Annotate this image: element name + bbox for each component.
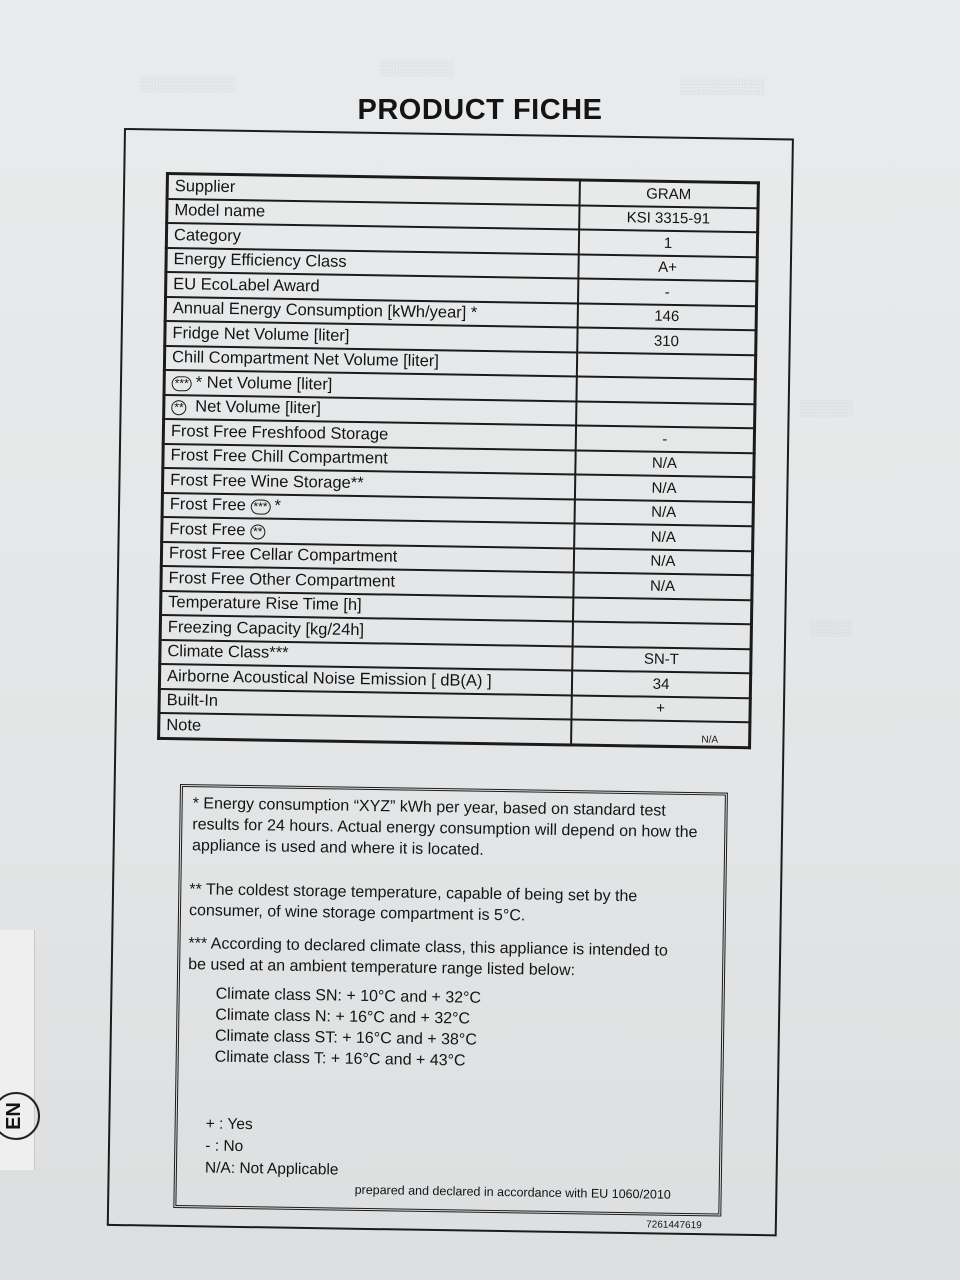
spec-label: Model name: [174, 201, 266, 221]
climate-class-item: Climate class N: + 16°C and + 32°C: [215, 1006, 471, 1028]
spec-label: Frost Free Freshfood Storage: [170, 421, 389, 444]
spec-value: +: [571, 695, 750, 722]
spec-value: N/A: [571, 719, 750, 747]
spec-table: [157, 172, 760, 749]
spec-label: Net Volume [liter]: [206, 373, 333, 394]
spec-value: [573, 597, 752, 624]
spec-value: [577, 352, 756, 379]
spec-label: Temperature Rise Time [h]: [168, 593, 362, 615]
show-through-text: ░░░░░░░░░: [140, 76, 236, 93]
freezer-star-symbol: **: [171, 400, 187, 415]
spec-value: 146: [578, 303, 757, 330]
page-title: PRODUCT FICHE: [357, 94, 603, 126]
climate-class-item: Climate class ST: + 16°C and + 38°C: [214, 1027, 477, 1049]
spec-label: EU EcoLabel Award: [173, 274, 320, 296]
spec-label: Category: [173, 225, 242, 245]
spec-label: Supplier: [174, 176, 236, 196]
climate-class-item: Climate class SN: + 10°C and + 32°C: [215, 985, 482, 1007]
climate-class-item: Climate class T: + 16°C and + 43°C: [214, 1048, 466, 1070]
spec-value: N/A: [575, 499, 754, 526]
spec-value: GRAM: [580, 180, 759, 208]
spec-value: [576, 376, 755, 403]
spec-value: -: [578, 278, 757, 305]
spec-label: Climate Class***: [167, 642, 289, 663]
spec-label: Airborne Acoustical Noise Emission [ dB(A) ]: [166, 666, 492, 690]
note-wine: ** The coldest storage temperature, capable of being set by the consumer, of wine storage compartment is 5°C.: [188, 881, 638, 925]
spec-label: Energy Efficiency Class: [173, 250, 347, 272]
legend-not-applicable: N/A: Not Applicable: [204, 1159, 339, 1179]
spec-value: 1: [579, 229, 758, 256]
symbol-legend: [205, 1113, 340, 1181]
spec-value: N/A: [575, 450, 754, 477]
spec-label: Freezing Capacity [kg/24h]: [167, 617, 365, 639]
spec-value: [576, 401, 755, 428]
spec-label: Frost Free: [169, 519, 246, 540]
spec-label: Frost Free Chill Compartment: [170, 446, 388, 468]
freezer-star-symbol: **: [250, 524, 266, 539]
legend-no: - : No: [205, 1137, 244, 1156]
spec-value: SN-T: [572, 646, 751, 673]
spec-value: N/A: [574, 548, 753, 575]
spec-label: Note: [166, 715, 202, 735]
climate-class-list: [215, 984, 482, 1072]
spec-label: Frost Free Other Compartment: [168, 568, 396, 591]
freezer-star-symbol: ***: [172, 376, 192, 391]
spec-value: -: [576, 425, 755, 452]
spec-label: Net Volume [liter]: [195, 397, 322, 418]
spec-label: Frost Free Wine Storage**: [170, 470, 364, 492]
spec-label: Frost Free Cellar Compartment: [168, 544, 398, 566]
show-through-text: ░░░░░░░░: [680, 78, 766, 95]
spec-value: KSI 3315-91: [579, 205, 758, 232]
freezer-star-symbol: ***: [250, 500, 270, 515]
spec-value: [573, 621, 752, 648]
language-badge: EN: [0, 1092, 40, 1140]
note-climate-intro: *** According to declared climate class, this appliance is intended to be used at an ambient temperature range listed below:: [188, 935, 668, 980]
note-energy: * Energy consumption “XYZ” kWh per year, based on standard test results for 24 hours. Actual energy consumption will depend on how the appliance is used and where it is located.: [191, 795, 698, 859]
spec-label: Annual Energy Consumption [kWh/year] *: [172, 299, 478, 323]
show-through-text: ░░░░░: [800, 400, 854, 417]
spec-label: Fridge Net Volume [liter]: [172, 323, 350, 345]
spec-label: Chill Compartment Net Volume [liter]: [171, 348, 440, 371]
show-through-text: ░░░░: [810, 620, 853, 637]
notes-box: [173, 784, 728, 1232]
spec-label: Frost Free: [169, 495, 247, 515]
legend-yes: + : Yes: [205, 1115, 253, 1134]
spec-value: 34: [572, 670, 751, 697]
document-code: 7261447619: [646, 1219, 702, 1232]
spec-value: 310: [577, 327, 756, 354]
declaration-text: prepared and declared in accordance with EU 1060/2010: [354, 1182, 671, 1202]
spec-value: N/A: [574, 523, 753, 550]
star-suffix: *: [274, 496, 282, 516]
spec-value: A+: [578, 254, 757, 281]
star-suffix: *: [195, 373, 203, 392]
spec-value: N/A: [575, 474, 754, 501]
show-through-text: ░░░░░░░: [380, 60, 455, 77]
spec-value: N/A: [573, 572, 752, 599]
spec-label: Built-In: [166, 691, 219, 711]
spec-label-cell: [159, 713, 572, 744]
